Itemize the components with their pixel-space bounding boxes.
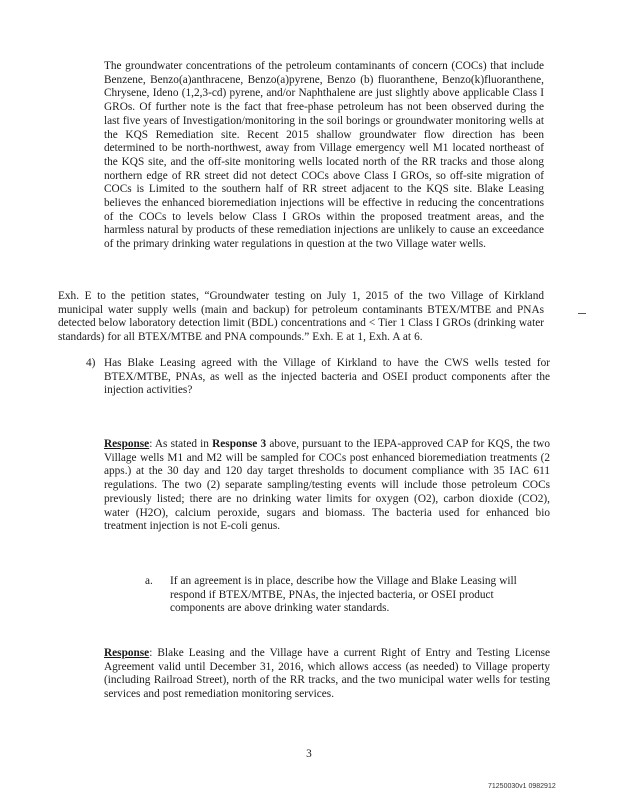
response-a-text: : Blake Leasing and the Village have a current Right of Entry and Testing License Agreement valid until December 31, 2016, which allows access (as needed) to Village property (including Railroad Street), north of the RR tracks, and the two municipal water wells for testing services and post remediation monitoring services. xyxy=(104,647,550,701)
response-a-label: Response xyxy=(104,647,150,659)
margin-mark xyxy=(578,313,586,314)
response-4-intro: : As stated in xyxy=(149,438,213,450)
response-4 xyxy=(104,438,550,534)
response-a xyxy=(104,647,550,702)
question-a-text: If an agreement is in place, describe how the Village and Blake Leasing will respond if BTEX/MTBE, PNAs, the injected bacteria, or OSEI product components are above drinking water standards. xyxy=(170,575,517,615)
question-a-number: a. xyxy=(145,575,153,587)
response-4-reference: Response 3 xyxy=(212,438,267,450)
page-number: 3 xyxy=(306,748,312,760)
exhibit-e-paragraph: Exh. E to the petition states, “Groundwater testing on July 1, 2015 of the two Village of Kirkland municipal water supply wells (main and backup) for petroleum contaminants BTEX/MTBE and PNAs detected below laboratory detection limit (BDL) concentrations and < Tier 1 Class I GROs (drinking water standards) for all BTEX/MTBE and PNA compounds.” Exh. E at 1, Exh. A at 6. xyxy=(58,290,544,344)
groundwater-paragraph: The groundwater concentrations of the petroleum contaminants of concern (COCs) that include Benzene, Benzo(a)anthracene, Benzo(a)pyrene, Benzo (b) fluoranthene, Benzo(k)fluoranthene, Chrysene, Ideno (1,2,3-cd) pyrene, and/or Naphthalene are just slightly above applicable Class I GROs. Of further note is the fact that free-phase petroleum has not been observed during the last five years of Investigation/monitoring in the soil borings or groundwater monitoring wells at the KQS Remediation site. Recent 2015 shallow groundwater flow direction has been determined to be north-northwest, away from Village emergency well M1 located northeast of the KQS site, and the off-site monitoring wells located north of the RR tracks and those along northern edge of RR street did not detect COCs above Class I GROs, so off-site migration of COCs is Limited to the southern half of RR street adjacent to the KQS site. Blake Leasing believes the enhanced bioremediation injections will be effective in reducing the concentrations of the COCs to levels below Class I GROs within the proposed treatment areas, and the harmless natural by products of these remediation injections are unlikely to cause an exceedance of the primary drinking water regulations in question at the two Village water wells. xyxy=(104,60,544,251)
response-4-text: above, pursuant to the IEPA-approved CAP for KQS, the two Village wells M1 and M2 will be sampled for COCs post enhanced bioremediation treatments (2 apps.) at the 30 day and 120 day target thresholds to document compliance with 35 IAC 611 regulations. The two (2) separate sampling/testing events will include those petroleum COCs previously listed; there are no drinking water limits for oxygen (O2), carbon dioxide (CO2), water (H2O), calcium peroxide, sugars and biomass. The bacteria used for enhanced bio treatment injection is not E-coli genus. xyxy=(104,438,550,533)
question-4-number: 4) xyxy=(86,357,96,369)
document-id: 71250030v1 0982912 xyxy=(488,783,556,790)
response-4-label: Response xyxy=(104,438,150,450)
question-4-text: Has Blake Leasing agreed with the Village of Kirkland to have the CWS wells tested for BTEX/MTBE, PNAs, as well as the injected bacteria and OSEI product components after the injection activities? xyxy=(104,357,550,397)
